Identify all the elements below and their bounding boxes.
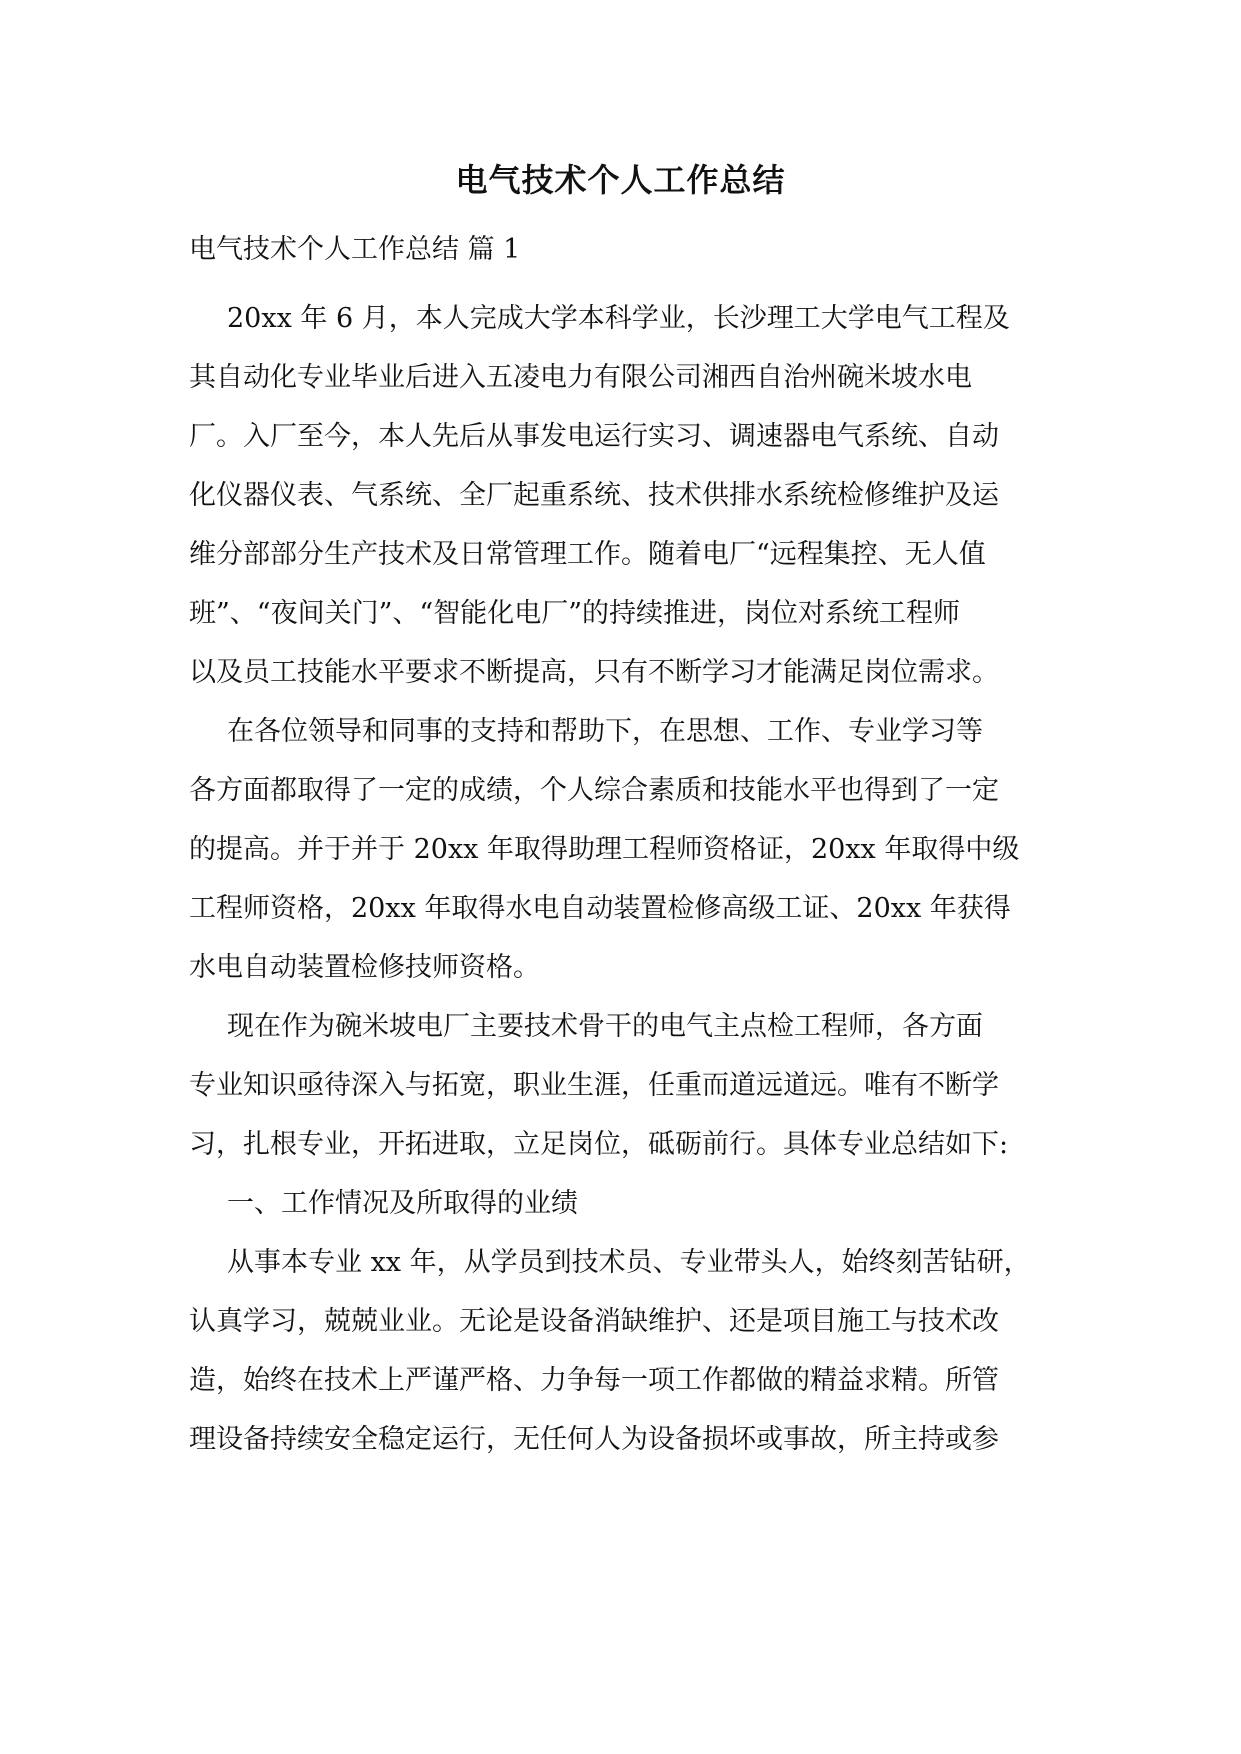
text-line: 的提高。并于并于 20xx 年取得助理工程师资格证，20xx 年取得中级	[189, 834, 1020, 865]
text-line: 专业知识亟待深入与拓宽，职业生涯，任重而道远道远。唯有不断学	[189, 1070, 999, 1101]
text-line: 水电自动装置检修技师资格。	[189, 952, 540, 983]
text-line: 其自动化专业毕业后进入五凌电力有限公司湘西自治州碗米坡水电	[189, 362, 972, 393]
text-line: 以及员工技能水平要求不断提高，只有不断学习才能满足岗位需求。	[189, 657, 999, 688]
paragraph-1	[189, 289, 1059, 702]
paragraph-5	[189, 1233, 1059, 1469]
text-line: 化仪器仪表、气系统、全厂起重系统、技术供排水系统检修维护及运	[189, 480, 999, 511]
text-line: 现在作为碗米坡电厂主要技术骨干的电气主点检工程师，各方面	[227, 1011, 983, 1042]
paragraph-2	[189, 702, 1059, 997]
text-line: 20xx 年 6 月，本人完成大学本科学业，长沙理工大学电气工程及	[227, 303, 1010, 334]
paragraph-3	[189, 997, 1059, 1174]
document-subtitle: 电气技术个人工作总结 篇 1	[189, 234, 521, 265]
text-line: 厂。入厂至今，本人先后从事发电运行实习、调速器电气系统、自动	[189, 421, 999, 452]
text-line: 在各位领导和同事的支持和帮助下，在思想、工作、专业学习等	[227, 716, 983, 747]
text-line: 理设备持续安全稳定运行，无任何人为设备损坏或事故，所主持或参	[189, 1424, 999, 1455]
section-heading	[189, 1174, 1059, 1233]
text-line: 从事本专业 xx 年，从学员到技术员、专业带头人，始终刻苦钻研，	[227, 1247, 1031, 1278]
text-line: 工程师资格，20xx 年取得水电自动装置检修高级工证、20xx 年获得	[189, 893, 1011, 924]
text-line: 认真学习，兢兢业业。无论是设备消缺维护、还是项目施工与技术改	[189, 1306, 999, 1337]
section-heading-text: 一、工作情况及所取得的业绩	[227, 1188, 578, 1219]
document-title: 电气技术个人工作总结	[455, 161, 786, 199]
text-line: 习，扎根专业，开拓进取，立足岗位，砥砺前行。具体专业总结如下:	[189, 1129, 1009, 1160]
text-line: 维分部部分生产技术及日常管理工作。随着电厂“远程集控、无人值	[189, 539, 986, 570]
text-line: 造，始终在技术上严谨严格、力争每一项工作都做的精益求精。所管	[189, 1365, 999, 1396]
text-line: 班”、“夜间关门”、“智能化电厂”的持续推进，岗位对系统工程师	[189, 598, 961, 629]
text-line: 各方面都取得了一定的成绩，个人综合素质和技能水平也得到了一定	[189, 775, 999, 806]
document-body	[189, 289, 1059, 1469]
